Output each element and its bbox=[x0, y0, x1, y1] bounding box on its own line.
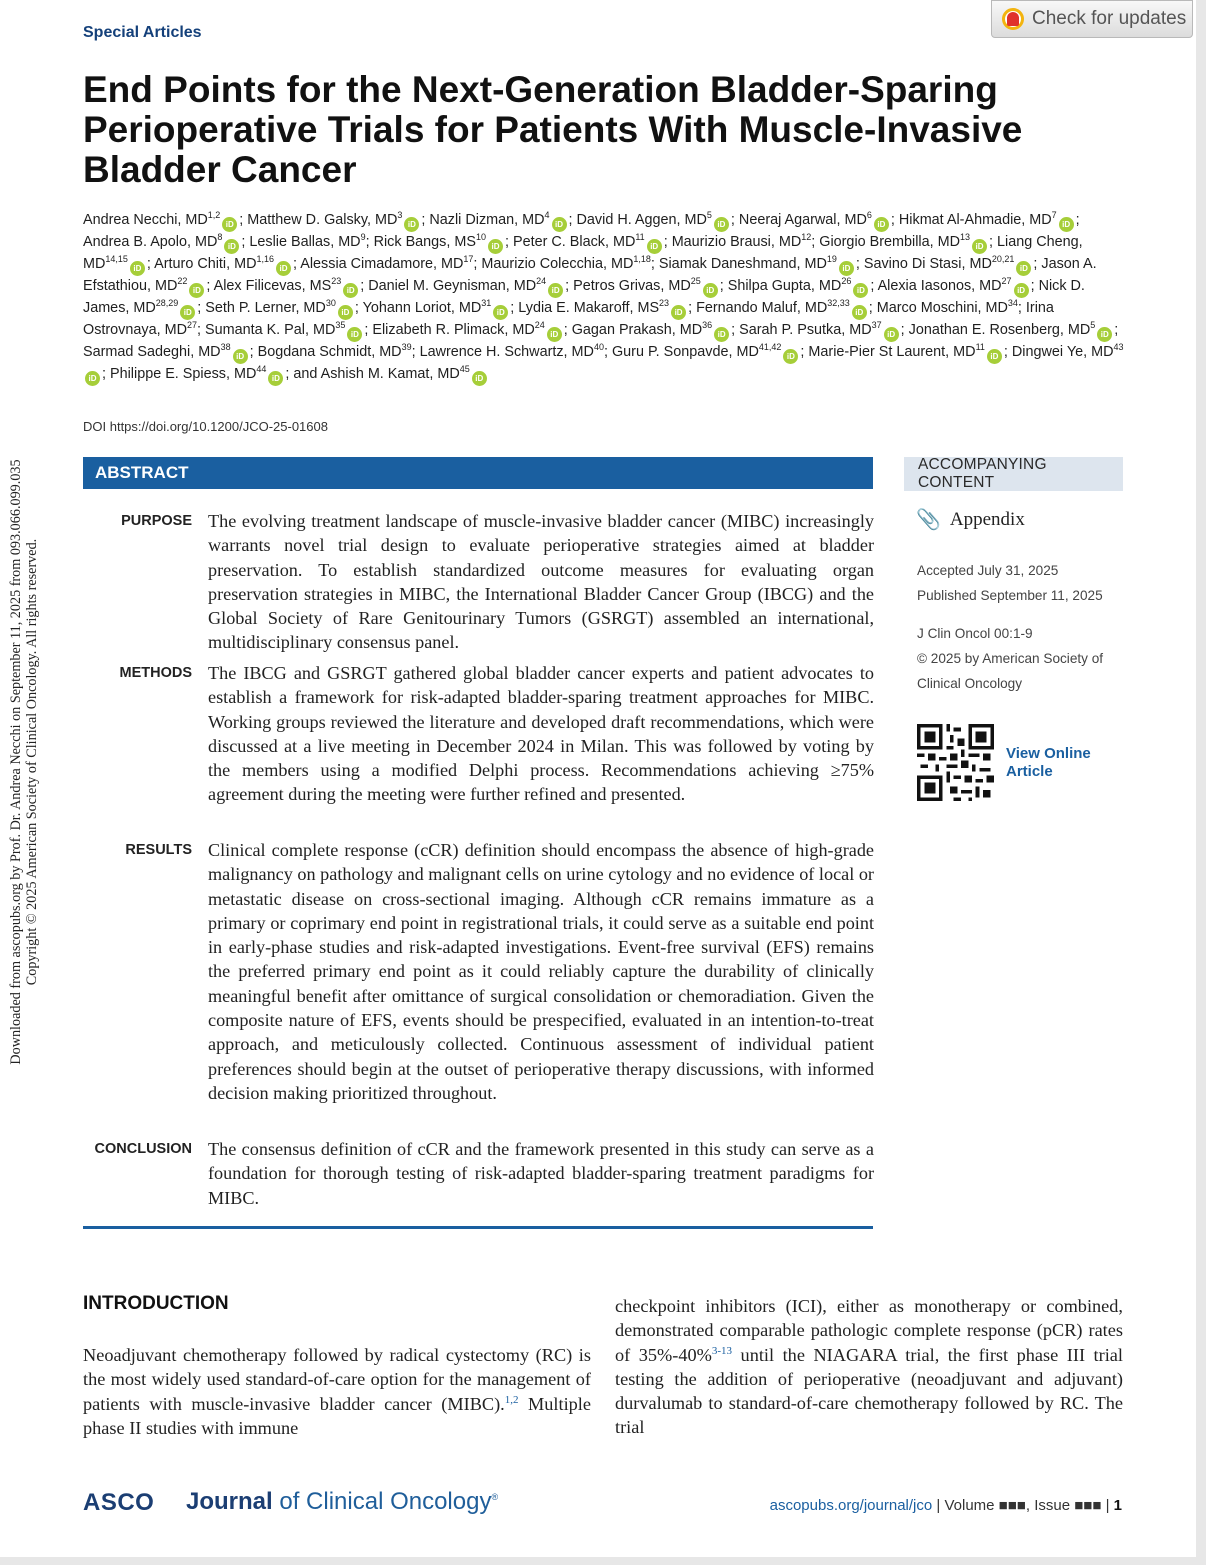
author-name: Bogdana Schmidt, MD bbox=[257, 344, 402, 360]
author-name: Neeraj Agarwal, MD bbox=[738, 212, 867, 228]
orcid-icon[interactable]: iD bbox=[189, 283, 204, 298]
author-name: Irina Ostrovnaya, MD bbox=[83, 300, 1054, 338]
conclusion-label: CONCLUSION bbox=[94, 1141, 192, 1157]
article-dates bbox=[917, 558, 1103, 608]
orcid-icon[interactable]: iD bbox=[874, 217, 889, 232]
author-separator: ; bbox=[1075, 212, 1080, 228]
author-affiliation: 22 bbox=[177, 276, 188, 287]
author-name: Andrea B. Apolo, MD bbox=[83, 234, 218, 250]
author-name: Lawrence H. Schwartz, MD bbox=[419, 344, 594, 360]
author-name: Hikmat Al-Ahmadie, MD bbox=[898, 212, 1052, 228]
author-affiliation: 35 bbox=[335, 320, 346, 331]
orcid-icon[interactable]: iD bbox=[85, 371, 100, 386]
author-name: Siamak Daneshmand, MD bbox=[658, 256, 827, 272]
orcid-icon[interactable]: iD bbox=[338, 305, 353, 320]
author-affiliation: 24 bbox=[534, 320, 545, 331]
author-name: Rick Bangs, MS bbox=[373, 234, 476, 250]
citation-ref-1-2[interactable]: 1,2 bbox=[504, 1393, 519, 1406]
author-separator: ; bbox=[1033, 256, 1038, 272]
check-for-updates-label: Check for updates bbox=[1032, 8, 1187, 29]
author-name: Leslie Ballas, MD bbox=[249, 234, 361, 250]
results-label: RESULTS bbox=[125, 842, 192, 858]
author-name: Petros Grivas, MD bbox=[573, 278, 691, 294]
article-title: End Points for the Next-Generation Bladder-Sparing Perioperative Trials for Patients With Muscle-Invasive Bladder Cancer bbox=[83, 69, 1023, 190]
intro-left-text-2: Multiple phase II studies with immune bbox=[83, 1393, 591, 1438]
author-separator: ; bbox=[811, 234, 816, 250]
author-affiliation: 12 bbox=[801, 232, 812, 243]
appendix-label: Appendix bbox=[949, 508, 1025, 530]
orcid-icon[interactable]: iD bbox=[343, 283, 358, 298]
orcid-icon[interactable]: iD bbox=[972, 239, 987, 254]
author-separator: ; bbox=[1030, 278, 1035, 294]
orcid-icon[interactable]: iD bbox=[233, 349, 248, 364]
doi-link[interactable]: DOI https://doi.org/10.1200/JCO-25-01608 bbox=[83, 419, 328, 434]
author-separator: ; bbox=[868, 300, 873, 316]
journal-citation: J Clin Oncol 00:1-9 bbox=[917, 626, 1033, 641]
author-separator: ; bbox=[196, 322, 201, 338]
author-affiliation: 27 bbox=[1001, 276, 1012, 287]
methods-label: METHODS bbox=[119, 665, 192, 681]
author-affiliation: 9 bbox=[360, 232, 366, 243]
intro-paragraph-right bbox=[615, 1294, 1123, 1440]
author-separator: ; bbox=[411, 344, 416, 360]
author-affiliation: 39 bbox=[401, 342, 412, 353]
author-name: David H. Aggen, MD bbox=[576, 212, 707, 228]
author-affiliation: 7 bbox=[1051, 210, 1057, 221]
author-affiliation: 36 bbox=[702, 320, 713, 331]
author-affiliation: 20,21 bbox=[991, 254, 1015, 265]
author-name: Sarah P. Psutka, MD bbox=[739, 322, 872, 338]
author-affiliation: 1,18 bbox=[633, 254, 651, 265]
author-separator: ; bbox=[688, 300, 693, 316]
citation-info bbox=[917, 621, 1117, 696]
citation-ref-3-13[interactable]: 3-13 bbox=[711, 1344, 733, 1357]
author-affiliation: 41,42 bbox=[758, 342, 782, 353]
author-name: Guru P. Sonpavde, MD bbox=[611, 344, 759, 360]
accompanying-content-heading: ACCOMPANYING CONTENT bbox=[918, 456, 1047, 491]
introduction-heading: INTRODUCTION bbox=[83, 1293, 229, 1314]
author-affiliation: 10 bbox=[475, 232, 486, 243]
author-separator: ; bbox=[730, 212, 735, 228]
author-separator: ; bbox=[900, 322, 905, 338]
orcid-icon[interactable]: iD bbox=[493, 305, 508, 320]
author-name: Jason A. Efstathiou, MD bbox=[83, 256, 1097, 294]
author-affiliation: 31 bbox=[481, 298, 492, 309]
author-affiliation: 1,16 bbox=[256, 254, 275, 265]
author-separator: ; and bbox=[285, 366, 318, 382]
watermark-line-1: Downloaded from ascopubs.org by Prof. Dr. Andrea Necchi on September 11, 2025 from 093.066.099.035 bbox=[8, 459, 24, 1065]
author-name: Nick D. James, MD bbox=[83, 278, 1085, 316]
author-separator: ; bbox=[365, 234, 370, 250]
author-affiliation: 1,2 bbox=[207, 210, 221, 221]
author-separator: ; bbox=[1003, 344, 1008, 360]
orcid-icon[interactable]: iD bbox=[472, 371, 487, 386]
author-affiliation: 45 bbox=[459, 364, 470, 375]
footer-sep-1: | bbox=[936, 1497, 945, 1514]
author-name: Gagan Prakash, MD bbox=[571, 322, 703, 338]
author-affiliation: 44 bbox=[256, 364, 267, 375]
author-affiliation: 8 bbox=[217, 232, 223, 243]
intro-left-text: Neoadjuvant chemotherapy followed by radical cystectomy (RC) is the most widely used standard-of-care option for the management of patients with muscle-invasive bladder cancer (MIBC). bbox=[83, 1345, 591, 1414]
orcid-icon[interactable]: iD bbox=[1016, 261, 1031, 276]
author-name: Dingwei Ye, MD bbox=[1011, 344, 1114, 360]
journal-logo-bold: Journal bbox=[186, 1488, 273, 1515]
results-text: Clinical complete response (cCR) definition should encompass the absence of high-grade malignancy on pathology and malignant cells on urine cytology and no evidence of local or metastatic disease on cross-sectional imaging. Although cCR remains immature as a primary or coprimary end point in registrational trials, it could serve as a suitable end point in early-phase studies and risk-adapted investigations. Event-free survival (EFS) remains the preferred primary end point as it could reliably capture the durability of clinically meaningful benefit after omittance of surgical consolidation or chemoradiation. Given the composite nature of EFS, events should be prespecified, evaluated in an intention-to-treat approach, and meticulously collected. Continuous assessment of individual patient preferences should begin at the outset of perioperative therapy discussions, with informed decision making prioritized throughout. bbox=[208, 840, 874, 1103]
author-affiliation: 13 bbox=[960, 232, 971, 243]
author-separator: ; bbox=[249, 344, 254, 360]
author-separator: ; bbox=[731, 322, 736, 338]
author-name: Daniel M. Geynisman, MD bbox=[368, 278, 537, 294]
author-affiliation: 28,29 bbox=[155, 298, 179, 309]
author-list bbox=[83, 210, 1128, 386]
author-name: Peter C. Black, MD bbox=[512, 234, 636, 250]
copyright-notice: © 2025 by American Society of Clinical Oncology bbox=[917, 651, 1104, 691]
author-affiliation: 23 bbox=[331, 276, 342, 287]
orcid-icon[interactable]: iD bbox=[987, 349, 1002, 364]
author-affiliation: 3 bbox=[397, 210, 403, 221]
author-affiliation: 24 bbox=[536, 276, 547, 287]
author-name: Maurizio Colecchia, MD bbox=[481, 256, 634, 272]
orcid-icon[interactable]: iD bbox=[714, 217, 729, 232]
journal-logo: Journal of Clinical Oncology® bbox=[186, 1488, 499, 1515]
author-name: Seth P. Lerner, MD bbox=[205, 300, 326, 316]
author-separator: ; bbox=[504, 234, 509, 250]
author-affiliation: 6 bbox=[866, 210, 872, 221]
author-affiliation: 5 bbox=[1090, 320, 1096, 331]
orcid-icon[interactable]: iD bbox=[1097, 327, 1112, 342]
section-label: Special Articles bbox=[83, 24, 202, 41]
author-affiliation: 11 bbox=[635, 232, 645, 243]
author-name: Philippe E. Spiess, MD bbox=[110, 366, 257, 382]
author-affiliation: 23 bbox=[659, 298, 670, 309]
author-affiliation: 25 bbox=[690, 276, 701, 287]
qr-code[interactable] bbox=[917, 724, 994, 801]
crossmark-icon bbox=[1002, 8, 1024, 30]
author-separator: ; bbox=[890, 212, 895, 228]
author-separator: ; bbox=[870, 278, 875, 294]
author-name: Alexia Iasonos, MD bbox=[877, 278, 1002, 294]
author-name: Jonathan E. Rosenberg, MD bbox=[908, 322, 1091, 338]
orcid-icon[interactable]: iD bbox=[552, 217, 567, 232]
watermark-line-2: Copyright © 2025 American Society of Clinical Oncology. All rights reserved. bbox=[24, 538, 40, 986]
author-separator: ; bbox=[719, 278, 724, 294]
orcid-icon[interactable]: iD bbox=[130, 261, 145, 276]
intro-paragraph-left bbox=[83, 1343, 591, 1440]
accompanying-content-header bbox=[904, 457, 1123, 491]
author-affiliation: 40 bbox=[593, 342, 604, 353]
footer-sep-2: | bbox=[1105, 1497, 1114, 1514]
author-separator: ; bbox=[510, 300, 515, 316]
author-separator: ; bbox=[197, 300, 202, 316]
author-name: Liang Cheng, MD bbox=[83, 234, 1083, 272]
author-separator: ; bbox=[293, 256, 298, 272]
author-affiliation: 19 bbox=[826, 254, 837, 265]
author-affiliation: 14,15 bbox=[105, 254, 128, 265]
author-separator: ; bbox=[360, 278, 365, 294]
orcid-icon[interactable]: iD bbox=[180, 305, 195, 320]
orcid-icon[interactable]: iD bbox=[222, 217, 237, 232]
published-date: Published September 11, 2025 bbox=[917, 588, 1103, 603]
check-for-updates-button[interactable] bbox=[991, 0, 1193, 38]
author-affiliation: 32,33 bbox=[827, 298, 850, 309]
author-name: Sumanta K. Pal, MD bbox=[204, 322, 336, 338]
author-affiliation: 30 bbox=[325, 298, 336, 309]
page-frame-right bbox=[1196, 0, 1206, 1565]
author-separator: ; bbox=[241, 234, 246, 250]
author-name: Arturo Chiti, MD bbox=[154, 256, 257, 272]
author-name: Sarmad Sadeghi, MD bbox=[83, 344, 221, 360]
author-separator: ; bbox=[568, 212, 573, 228]
author-affiliation: 26 bbox=[841, 276, 852, 287]
author-name: Andrea Necchi, MD bbox=[83, 212, 208, 228]
orcid-icon[interactable]: iD bbox=[853, 283, 868, 298]
orcid-icon[interactable]: iD bbox=[268, 371, 283, 386]
author-separator: ; bbox=[102, 366, 106, 382]
author-name: Marco Moschini, MD bbox=[876, 300, 1008, 316]
author-name: Alessia Cimadamore, MD bbox=[300, 256, 464, 272]
author-separator: ; bbox=[354, 300, 359, 316]
journal-logo-rest: of Clinical Oncology bbox=[272, 1488, 492, 1515]
author-separator: ; bbox=[421, 212, 426, 228]
orcid-icon[interactable]: iD bbox=[884, 327, 899, 342]
intro-right-text-2: until the NIAGARA trial, the first phase III trial testing the addition of perioperative (neoadjuvant and adjuvant) durvalumab to standard-of-care chemotherapy followed by RC. The trial bbox=[615, 1344, 1123, 1438]
author-affiliation: 27 bbox=[186, 320, 197, 331]
orcid-icon[interactable]: iD bbox=[783, 349, 798, 364]
author-affiliation: 17 bbox=[463, 254, 474, 265]
accepted-date: Accepted July 31, 2025 bbox=[917, 563, 1059, 578]
orcid-icon[interactable]: iD bbox=[714, 327, 729, 342]
author-name: Alex Filicevas, MS bbox=[213, 278, 332, 294]
asco-logo: ASCO bbox=[83, 1489, 155, 1516]
author-name: Ashish M. Kamat, MD bbox=[320, 366, 460, 382]
author-separator: ; bbox=[239, 212, 244, 228]
author-affiliation: 11 bbox=[975, 342, 985, 353]
abstract-divider bbox=[83, 1226, 873, 1229]
orcid-icon[interactable]: iD bbox=[347, 327, 362, 342]
author-affiliation: 5 bbox=[706, 210, 712, 221]
intro-right-text-1: checkpoint inhibitors (ICI), either as monotherapy or combined, demonstrated comparable pathologic complete response (pCR) rates of 35%-40% bbox=[615, 1296, 1123, 1365]
orcid-icon[interactable]: iD bbox=[703, 283, 718, 298]
orcid-icon[interactable]: iD bbox=[488, 239, 503, 254]
author-separator: ; bbox=[603, 344, 608, 360]
author-name: Yohann Loriot, MD bbox=[362, 300, 482, 316]
orcid-icon[interactable]: iD bbox=[671, 305, 686, 320]
author-name: Marie-Pier St Laurent, MD bbox=[808, 344, 976, 360]
view-online-article-link[interactable]: View Online Article bbox=[1006, 745, 1091, 780]
page-number: 1 bbox=[1113, 1497, 1122, 1514]
author-affiliation: 38 bbox=[220, 342, 231, 353]
author-separator: ; bbox=[364, 322, 369, 338]
orcid-icon[interactable]: iD bbox=[404, 217, 419, 232]
page-frame-bottom bbox=[0, 1557, 1206, 1565]
abstract-heading: ABSTRACT bbox=[95, 463, 189, 482]
author-separator: ; bbox=[650, 256, 655, 272]
author-separator: ; bbox=[565, 278, 570, 294]
purpose-text: The evolving treatment landscape of muscle-invasive bladder cancer (MIBC) increasingly warrants novel trial design to evaluate perioperative strategies aimed at bladder preservation. To establish standardized outcome measures for evaluating organ preservation strategies in MIBC, the International Bladder Cancer Group (IBCG) and the Global Society of Rare Genitourinary Tumors (GSRGT) assembled an international, multidisciplinary consensus panel. bbox=[208, 511, 874, 653]
abstract-header bbox=[83, 457, 873, 489]
author-name: Savino Di Stasi, MD bbox=[863, 256, 992, 272]
author-affiliation: 4 bbox=[544, 210, 550, 221]
author-separator: ; bbox=[206, 278, 211, 294]
author-name: Matthew D. Galsky, MD bbox=[247, 212, 398, 228]
orcid-icon[interactable]: iD bbox=[548, 283, 563, 298]
orcid-icon[interactable]: iD bbox=[224, 239, 239, 254]
volume-issue: Volume ■■■, Issue ■■■ bbox=[944, 1497, 1102, 1514]
author-name: Fernando Maluf, MD bbox=[696, 300, 828, 316]
author-affiliation: 34 bbox=[1007, 298, 1018, 309]
orcid-icon[interactable]: iD bbox=[647, 239, 662, 254]
orcid-icon[interactable]: iD bbox=[276, 261, 291, 276]
author-name: Lydia E. Makaroff, MS bbox=[518, 300, 660, 316]
author-name: Maurizio Brausi, MD bbox=[671, 234, 802, 250]
orcid-icon[interactable]: iD bbox=[1014, 283, 1029, 298]
author-name: Shilpa Gupta, MD bbox=[727, 278, 842, 294]
author-affiliation: 37 bbox=[871, 320, 882, 331]
author-separator: ; bbox=[1114, 322, 1119, 338]
appendix-link[interactable] bbox=[916, 507, 1025, 532]
author-name: Nazli Dizman, MD bbox=[429, 212, 545, 228]
author-separator: ; bbox=[989, 234, 994, 250]
author-separator: ; bbox=[473, 256, 478, 272]
author-separator: ; bbox=[855, 256, 860, 272]
author-separator: ; bbox=[563, 322, 568, 338]
orcid-icon[interactable]: iD bbox=[547, 327, 562, 342]
footer-info bbox=[770, 1497, 1122, 1514]
paperclip-icon: 📎 bbox=[916, 509, 941, 531]
author-name: Elizabeth R. Plimack, MD bbox=[372, 322, 535, 338]
author-separator: ; bbox=[1017, 300, 1022, 316]
journal-url-link[interactable]: ascopubs.org/journal/jco bbox=[769, 1497, 933, 1514]
author-separator: ; bbox=[663, 234, 668, 250]
orcid-icon[interactable]: iD bbox=[1059, 217, 1074, 232]
purpose-label: PURPOSE bbox=[121, 513, 192, 529]
author-separator: ; bbox=[146, 256, 151, 272]
author-affiliation: 43 bbox=[1113, 342, 1124, 353]
conclusion-text: The consensus definition of cCR and the framework presented in this study can serve as a foundation for thorough testing of risk-adapted bladder-sparing treatment paradigms for MIBC. bbox=[208, 1139, 874, 1208]
orcid-icon[interactable]: iD bbox=[839, 261, 854, 276]
author-name: Giorgio Brembilla, MD bbox=[819, 234, 960, 250]
author-separator: ; bbox=[800, 344, 805, 360]
methods-text: The IBCG and GSRGT gathered global bladder cancer experts and patient advocates to establish a framework for risk-adapted bladder-sparing treatment approaches for MIBC. Working groups reviewed the literature and developed draft recommendations, which were discussed at a live meeting in December 2024 in Milan. This was followed by voting by the members using a modified Delphi process. Recommendations achieving ≥75% agreement during the meeting were further refined and presented. bbox=[208, 663, 874, 805]
orcid-icon[interactable]: iD bbox=[852, 305, 867, 320]
